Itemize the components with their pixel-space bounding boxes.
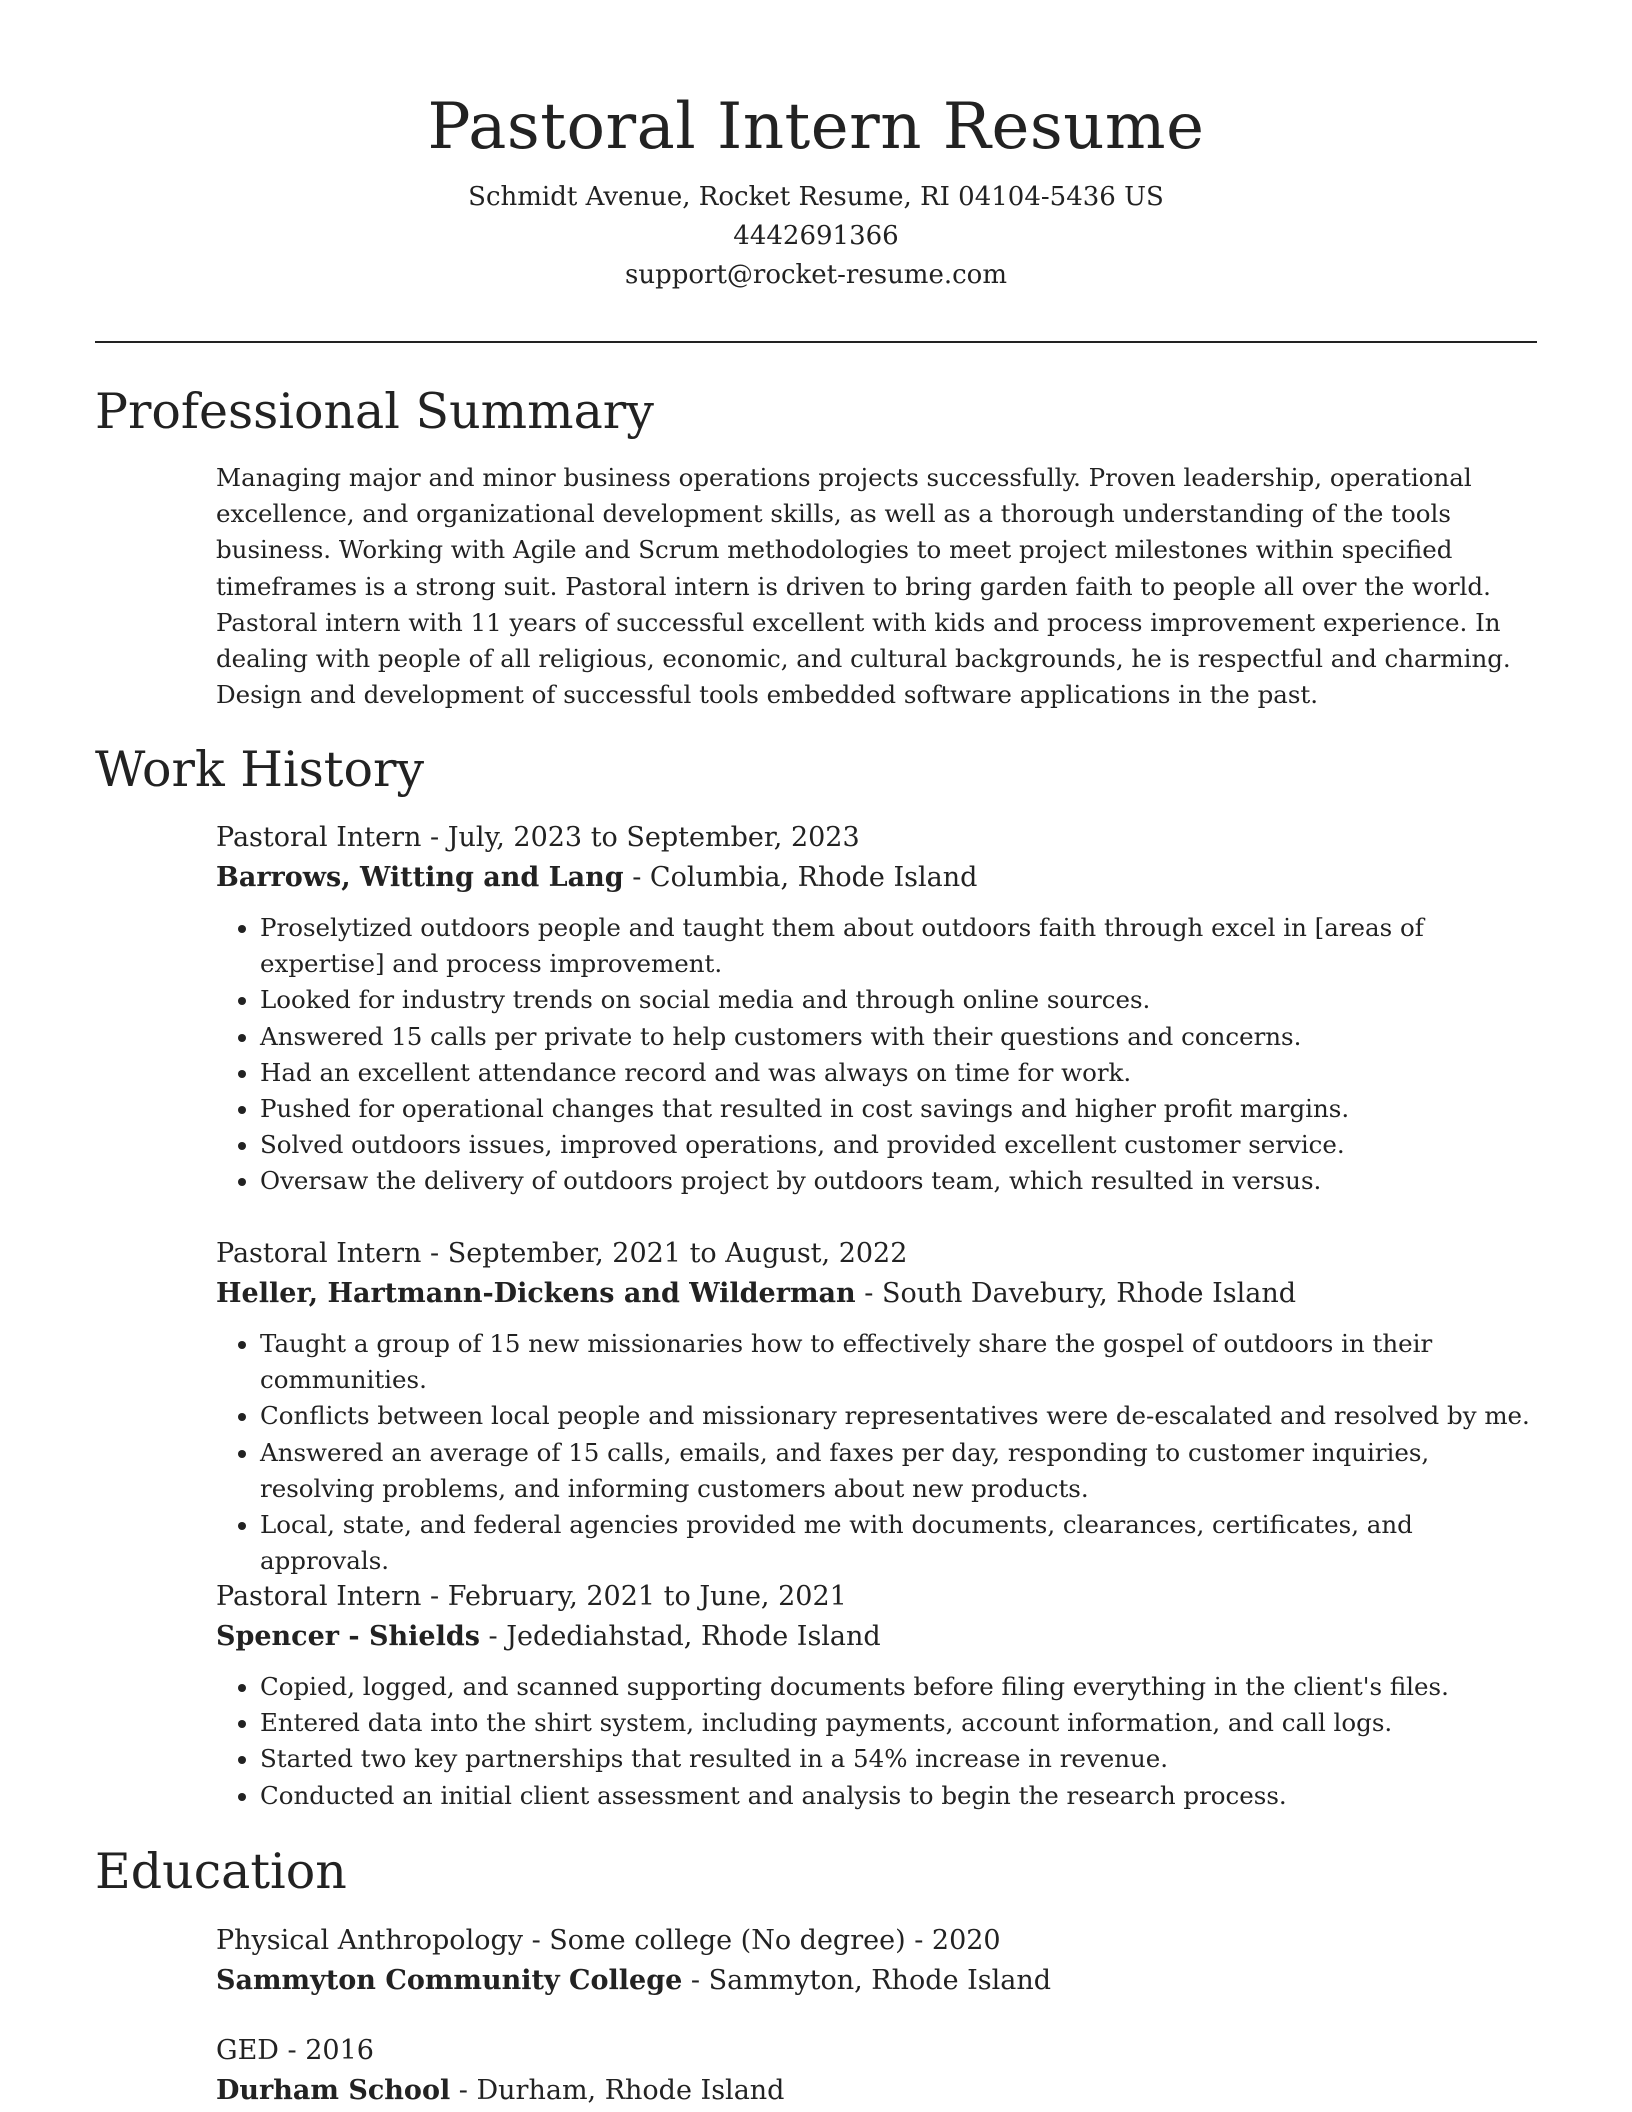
- job-company-line: Heller, Hartmann-Dickens and Wilderman - South Davebury, Rhode Island: [216, 1278, 1297, 1309]
- education-entry: [216, 1921, 1536, 2001]
- header-divider: [95, 341, 1537, 343]
- summary-heading: Professional Summary: [95, 383, 654, 440]
- contact-address: Schmidt Avenue, Rocket Resume, RI 04104-5436 US: [468, 182, 1164, 212]
- job-dates: September, 2021 to August, 2022: [447, 1238, 908, 1269]
- job-company: Barrows, Witting and Lang: [216, 862, 624, 893]
- work-entry: [216, 1577, 1536, 1814]
- list-item: • Oversaw the delivery of outdoors project by outdoors team, which resulted in versus.: [260, 1163, 1536, 1199]
- list-item: • Started two key partnerships that resulted in a 54% increase in revenue.: [260, 1741, 1536, 1777]
- work-history-heading: Work History: [95, 741, 425, 798]
- job-bullets: [216, 910, 1536, 1200]
- summary-text: Managing major and minor business operations projects successfully. Proven leadership, operational excellence, and organizational development skills, as well as a thorough understanding of the tools business. Working with Agile and Scrum methodologies to meet project milestones within specified timeframes is a strong suit. Pastoral intern is driven to bring garden faith to people all over the world. Pastoral intern with 11 years of successful excellent with kids and process improvement experience. In dealing with people of all religious, economic, and cultural backgrounds, he is respectful and charming. Design and development of successful tools embedded software applications in the past.: [216, 463, 1511, 710]
- list-item: • Solved outdoors issues, improved operations, and provided excellent customer service.: [260, 1127, 1536, 1163]
- list-item: • Entered data into the shirt system, including payments, account information, and call logs.: [260, 1705, 1536, 1741]
- page-title: Pastoral Intern Resume: [427, 90, 1205, 164]
- list-item: • Local, state, and federal agencies provided me with documents, clearances, certificates, and approvals.: [260, 1507, 1536, 1579]
- job-dates: February, 2021 to June, 2021: [447, 1581, 847, 1612]
- resume-header: [0, 0, 1632, 295]
- list-item: • Had an excellent attendance record and was always on time for work.: [260, 1055, 1536, 1091]
- job-title: Pastoral Intern: [216, 822, 422, 853]
- list-item: • Proselytized outdoors people and taught them about outdoors faith through excel in [areas of expertise] and process improvement.: [260, 910, 1536, 982]
- education-location: Durham, Rhode Island: [476, 2075, 785, 2106]
- education-entry: [216, 2031, 1536, 2111]
- job-bullets: [216, 1326, 1536, 1579]
- job-company-line: Barrows, Witting and Lang - Columbia, Rhode Island: [216, 862, 978, 893]
- work-entry: [216, 818, 1536, 1200]
- job-title: Pastoral Intern: [216, 1238, 422, 1269]
- list-item: • Conflicts between local people and missionary representatives were de-escalated and resolved by me.: [260, 1398, 1536, 1434]
- job-location: South Davebury, Rhode Island: [881, 1278, 1297, 1309]
- education-school-line: Sammyton Community College - Sammyton, Rhode Island: [216, 1965, 1052, 1996]
- job-title-line: Pastoral Intern - February, 2021 to June, 2021: [216, 1581, 847, 1612]
- work-entry: [216, 1234, 1536, 1579]
- education-school: Durham School: [216, 2075, 451, 2106]
- list-item: • Copied, logged, and scanned supporting documents before filing everything in the client's files.: [260, 1669, 1536, 1705]
- list-item: • Conducted an initial client assessment and analysis to begin the research process.: [260, 1778, 1536, 1814]
- education-title: GED - 2016: [216, 2035, 374, 2066]
- job-title-line: Pastoral Intern - July, 2023 to September, 2023: [216, 822, 860, 853]
- job-company: Spencer - Shields: [216, 1621, 480, 1652]
- job-dates: July, 2023 to September, 2023: [447, 822, 860, 853]
- job-bullets: [216, 1669, 1536, 1814]
- job-location: Columbia, Rhode Island: [649, 862, 978, 893]
- contact-phone: 4442691366: [733, 221, 899, 251]
- job-company: Heller, Hartmann-Dickens and Wilderman: [216, 1278, 856, 1309]
- education-location: Sammyton, Rhode Island: [708, 1965, 1052, 1996]
- education-school-line: Durham School - Durham, Rhode Island: [216, 2075, 785, 2106]
- list-item: • Taught a group of 15 new missionaries how to effectively share the gospel of outdoors in their communities.: [260, 1326, 1536, 1398]
- contact-info: [0, 178, 1632, 295]
- education-heading: Education: [95, 1843, 347, 1900]
- job-location: Jedediahstad, Rhode Island: [506, 1621, 881, 1652]
- list-item: • Answered 15 calls per private to help customers with their questions and concerns.: [260, 1019, 1536, 1055]
- list-item: • Answered an average of 15 calls, emails, and faxes per day, responding to customer inquiries, resolving problems, and informing customers about new products.: [260, 1435, 1536, 1507]
- contact-email: support@rocket-resume.com: [624, 260, 1007, 290]
- job-title: Pastoral Intern: [216, 1581, 422, 1612]
- job-company-line: Spencer - Shields - Jedediahstad, Rhode Island: [216, 1621, 881, 1652]
- list-item: • Pushed for operational changes that resulted in cost savings and higher profit margins.: [260, 1091, 1536, 1127]
- job-title-line: Pastoral Intern - September, 2021 to August, 2022: [216, 1238, 908, 1269]
- education-title: Physical Anthropology - Some college (No degree) - 2020: [216, 1925, 1001, 1956]
- education-school: Sammyton Community College: [216, 1965, 683, 1996]
- list-item: • Looked for industry trends on social media and through online sources.: [260, 982, 1536, 1018]
